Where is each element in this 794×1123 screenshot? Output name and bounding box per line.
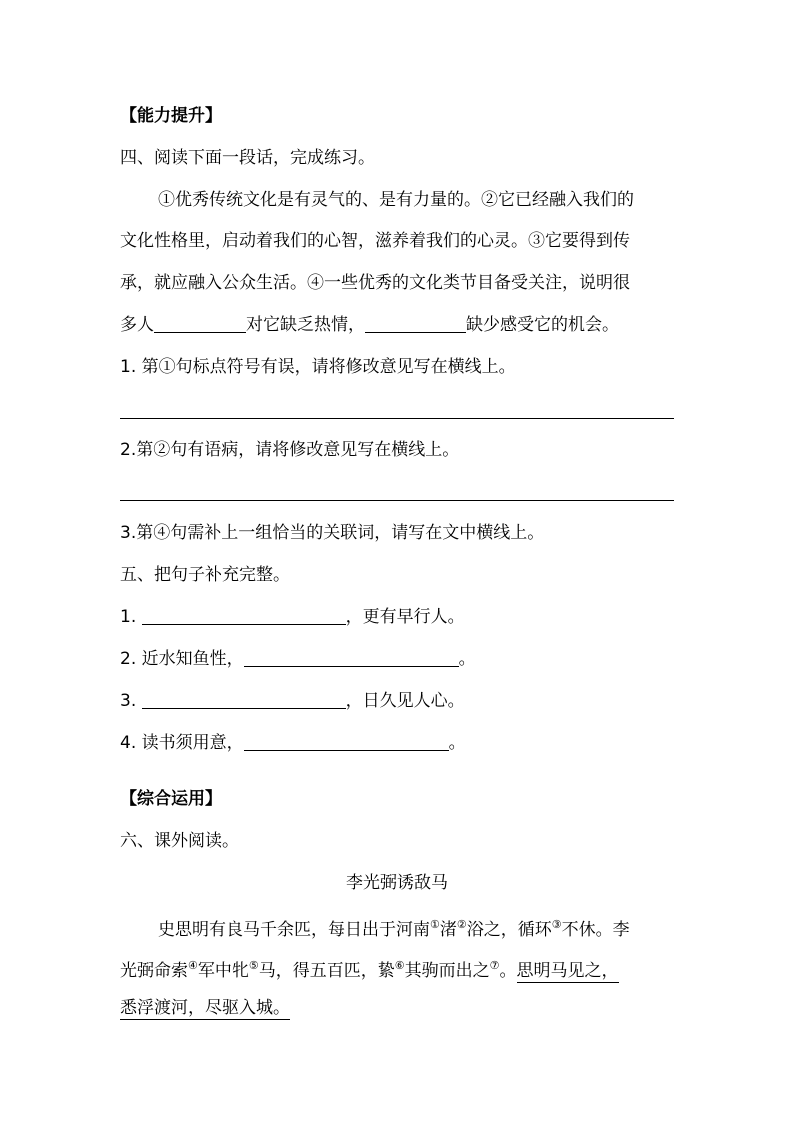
passage-line-1: ①优秀传统文化是有灵气的、是有力量的。②它已经融入我们的	[158, 190, 634, 210]
story-line-1	[158, 913, 630, 942]
footnote-marker: ①	[430, 918, 440, 931]
underlined-sentence: 思明马见之，	[516, 961, 619, 981]
passage-text: 缺少感受它的机会。	[466, 315, 619, 335]
section-heading-comprehensive: 【综合运用】	[120, 789, 222, 809]
footnote-marker: ③	[551, 918, 562, 931]
question-4-item-1	[120, 355, 516, 379]
answer-line[interactable]	[120, 500, 674, 501]
item-number: 3.	[120, 523, 137, 543]
story-text: 军中牝	[197, 961, 249, 981]
fill-blank[interactable]	[244, 732, 449, 751]
item-text: 近水知鱼性，	[141, 649, 244, 669]
story-text: 史思明有良马千余匹，每日出于河南	[158, 920, 430, 940]
item-text: 第①句标点符号有误，请将修改意见写在横线上。	[141, 357, 516, 377]
item-text: ，更有早行人。	[345, 607, 465, 627]
item-number: 1.	[120, 357, 137, 377]
passage-line-3: 承，就应融入公众生活。④一些优秀的文化类节目备受关注，说明很	[120, 273, 630, 293]
fill-blank[interactable]	[365, 314, 466, 333]
question-6-title: 六、课外阅读。	[120, 831, 239, 851]
passage-line-2: 文化性格里，启动着我们的心智，滋养着我们的心灵。③它要得到传	[120, 231, 630, 251]
question-5-title: 五、把句子补充完整。	[120, 565, 290, 585]
item-number: 2.	[120, 649, 137, 669]
question-5-item-3	[120, 689, 465, 713]
story-title: 李光弼诱敌马	[346, 873, 448, 893]
answer-line[interactable]	[120, 418, 674, 419]
footnote-marker: ⑤	[248, 959, 259, 972]
footnote-marker: ⑥	[394, 959, 405, 972]
fill-blank[interactable]	[154, 314, 246, 333]
story-text: 。	[499, 961, 517, 981]
story-text: 光弼命索	[120, 961, 188, 981]
story-line-2	[120, 954, 619, 983]
passage-text: 对它缺乏热情，	[246, 315, 365, 335]
story-text: 其驹而出之	[404, 961, 490, 981]
underlined-sentence: 悉浮渡河，尽驱入城。	[120, 998, 290, 1018]
passage-line-4	[120, 313, 619, 337]
item-text: 。	[448, 733, 466, 753]
question-4-title: 四、阅读下面一段话，完成练习。	[120, 148, 375, 168]
story-line-3	[120, 996, 290, 1020]
footnote-marker: ④	[188, 959, 198, 972]
item-text: 第②句有语病，请将修改意见写在横线上。	[136, 440, 460, 460]
story-text: 浴之，循环	[466, 920, 552, 940]
fill-blank[interactable]	[244, 648, 459, 667]
story-text: 不休。李	[561, 920, 630, 940]
story-text: 渚	[439, 920, 457, 940]
item-number: 3.	[120, 691, 137, 711]
story-text: 马，得五百匹，絷	[258, 961, 395, 981]
section-heading-ability: 【能力提升】	[120, 106, 222, 126]
question-5-item-2	[120, 647, 476, 671]
item-text: 。	[458, 649, 476, 669]
footnote-marker: ②	[456, 918, 467, 931]
item-text: 读书须用意，	[141, 733, 244, 753]
footnote-marker: ⑦	[489, 959, 500, 972]
item-number: 4.	[120, 733, 137, 753]
fill-blank[interactable]	[142, 606, 346, 625]
item-text: 第④句需补上一组恰当的关联词，请写在文中横线上。	[136, 523, 545, 543]
question-5-item-1	[120, 605, 465, 629]
item-number: 1.	[120, 607, 137, 627]
fill-blank[interactable]	[142, 690, 346, 709]
passage-text: 多人	[120, 315, 154, 335]
question-5-item-4	[120, 731, 466, 755]
question-4-item-2	[120, 438, 459, 462]
item-number: 2.	[120, 440, 137, 460]
question-4-item-3	[120, 521, 544, 545]
item-text: ，日久见人心。	[345, 691, 465, 711]
